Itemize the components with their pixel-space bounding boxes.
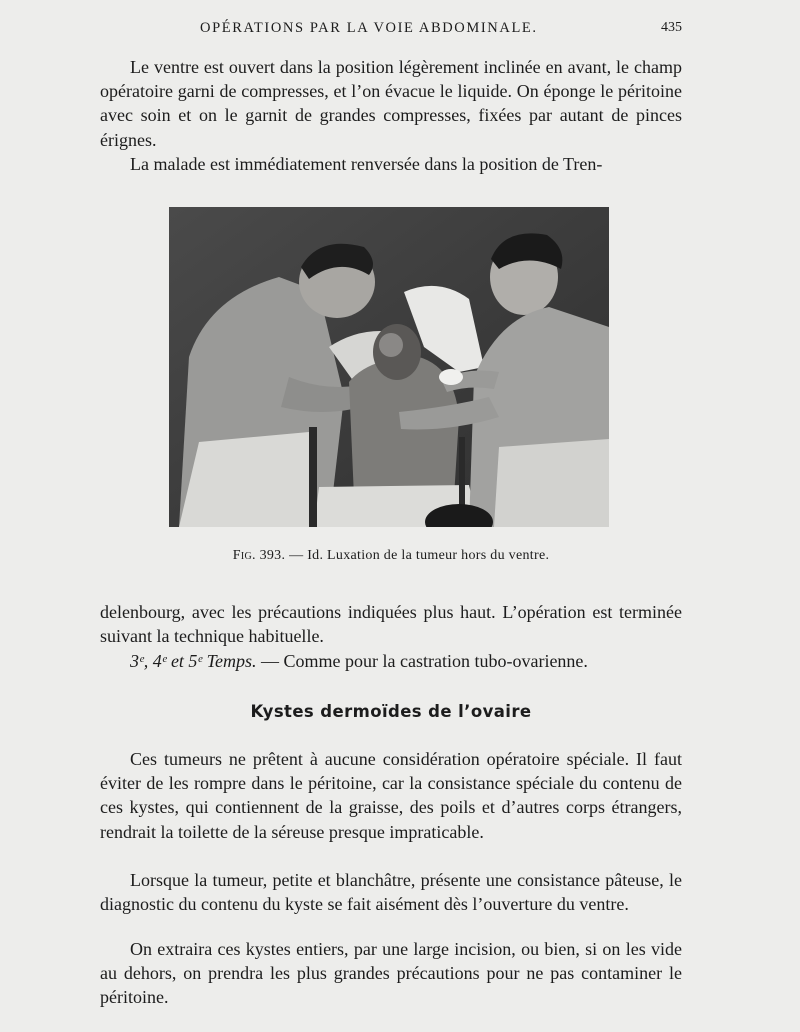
figure-caption-text: — Id. Luxation de la tumeur hors du ventre. (289, 548, 550, 563)
paragraph-temps (100, 649, 682, 673)
surgery-photograph (169, 207, 609, 527)
paragraph-dermoid-1: Ces tumeurs ne prêtent à aucune considération opératoire spéciale. Il faut éviter de les rompre dans le péritoine, car la consistance spéciale du contenu de ces kystes, qui contiennent de la graisse, des poils et d’autres corps étrangers, rendrait la toilette de la séreuse presque impraticable. (100, 749, 682, 842)
page-number: 435 (661, 20, 682, 35)
temps-label: 3ᵉ, 4ᵉ et 5ᵉ Temps. (130, 651, 257, 671)
surgery-photo-illustration (169, 207, 609, 527)
section-heading: Kystes dermoïdes de l’ovaire (250, 702, 532, 721)
paragraph-trendelenburg-start: La malade est immédiatement renversée dans la position de Tren- (130, 154, 603, 174)
figure-label: Fig. 393. (232, 548, 286, 563)
running-title: OPÉRATIONS PAR LA VOIE ABDOMINALE. (200, 20, 538, 36)
figure-caption (100, 548, 682, 564)
paragraph-trendelenburg-end: delenbourg, avec les précautions indiquées plus haut. L’opération est terminée suivant la technique habituelle. (100, 602, 682, 647)
temps-text: — Comme pour la castration tubo-ovarienne. (261, 651, 588, 671)
paragraph-dermoid-3: On extraira ces kystes entiers, par une large incision, ou bien, si on les vide au dehors, on prendra les plus grandes précautions pour ne pas contaminer le péritoine. (100, 939, 682, 1008)
running-head (100, 20, 682, 42)
paragraph-dermoid-2: Lorsque la tumeur, petite et blanchâtre, présente une consistance pâteuse, le diagnostic du contenu du kyste se fait aisément dès l’ouverture du ventre. (100, 870, 682, 915)
paragraph-opening: Le ventre est ouvert dans la position légèrement inclinée en avant, le champ opératoire garni de compresses, et l’on évacue le liquide. On éponge le péritoine avec soin et on le garnit de grandes compresses, fixées par autant de pinces érignes. (100, 57, 682, 150)
